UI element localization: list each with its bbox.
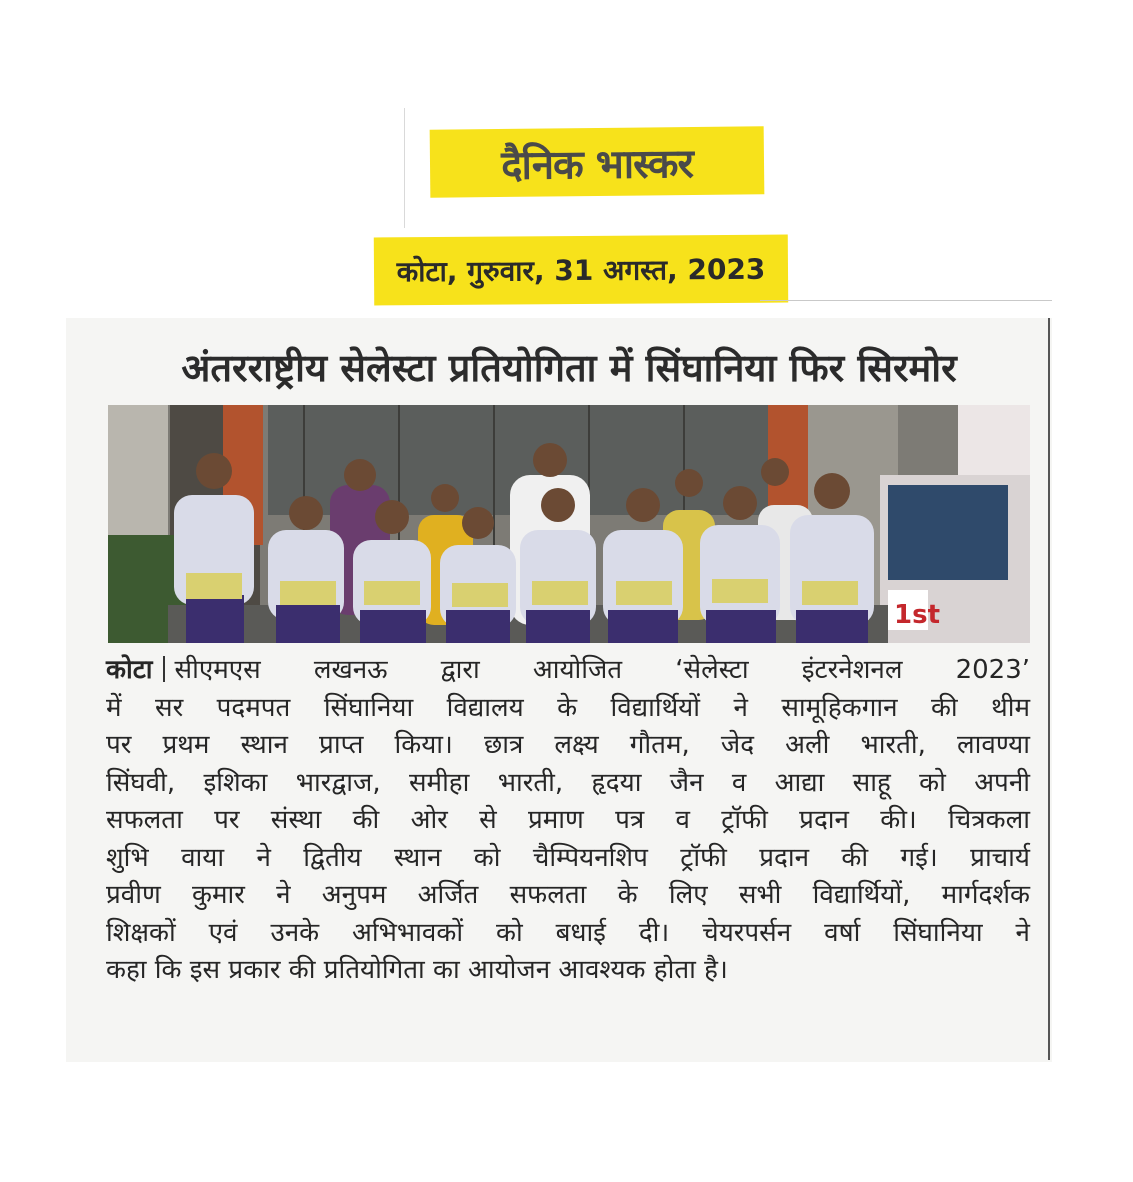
article-place: कोटा: [106, 655, 153, 685]
dateline-text: कोटा, गुरुवार, 31 अगस्त, 2023: [396, 252, 766, 289]
article-line-3: पर प्रथम स्थान प्राप्त किया। छात्र लक्ष्य गौतम, जेद अली भारती, लावण्या: [106, 730, 1030, 760]
article-line-7: प्रवीण कुमार ने अनुपम अर्जित सफलता के लिए सभी विद्यार्थियों, मार्गदर्शक: [106, 880, 1030, 910]
masthead-title: दैनिक भास्कर: [500, 139, 694, 189]
article-line-9: कहा कि इस प्रकार की प्रतियोगिता का आयोजन आवश्यक होता है।: [106, 955, 728, 985]
newspaper-masthead: [430, 126, 765, 197]
dateline-box: [374, 235, 788, 306]
article-line-1-text: सीएमएस लखनऊ द्वारा आयोजित ‘सेलेस्टा इंटरनेशनल 2023’: [174, 655, 1030, 685]
article-line-4: सिंघवी, इशिका भारद्वाज, समीहा भारती, हृदया जैन व आद्या साहू को अपनी: [106, 767, 1030, 798]
article-line-8: शिक्षकों एवं उनके अभिभावकों को बधाई दी। चेयरपर्सन वर्षा सिंघानिया ने: [106, 917, 1030, 948]
place-separator: [163, 656, 165, 682]
article-line-6: शुभि वाया ने द्वितीय स्थान को चैम्पियनशिप ट्रॉफी प्रदान की गई। प्राचार्य: [106, 842, 1030, 873]
poster-1st-text: 1st: [894, 600, 940, 630]
group-photo-illustration: [108, 405, 1030, 643]
clipping-edge: [404, 108, 405, 228]
article-headline: अंतरराष्ट्रीय सेलेस्टा प्रतियोगिता में सिंघानिया फिर सिरमोर: [181, 346, 957, 390]
column-rule: [1048, 318, 1050, 1060]
article-body: [106, 652, 1030, 990]
article-line-5: सफलता पर संस्था की ओर से प्रमाण पत्र व ट्रॉफी प्रदान की। चित्रकला: [106, 805, 1030, 835]
clipping-top-rule: [760, 300, 1052, 301]
group-photo: [108, 405, 1030, 643]
article-line-1: [106, 652, 1030, 690]
article-line-2: में सर पदमपत सिंघानिया विद्यालय के विद्यार्थियों ने सामूहिकगान की थीम: [106, 692, 1030, 723]
